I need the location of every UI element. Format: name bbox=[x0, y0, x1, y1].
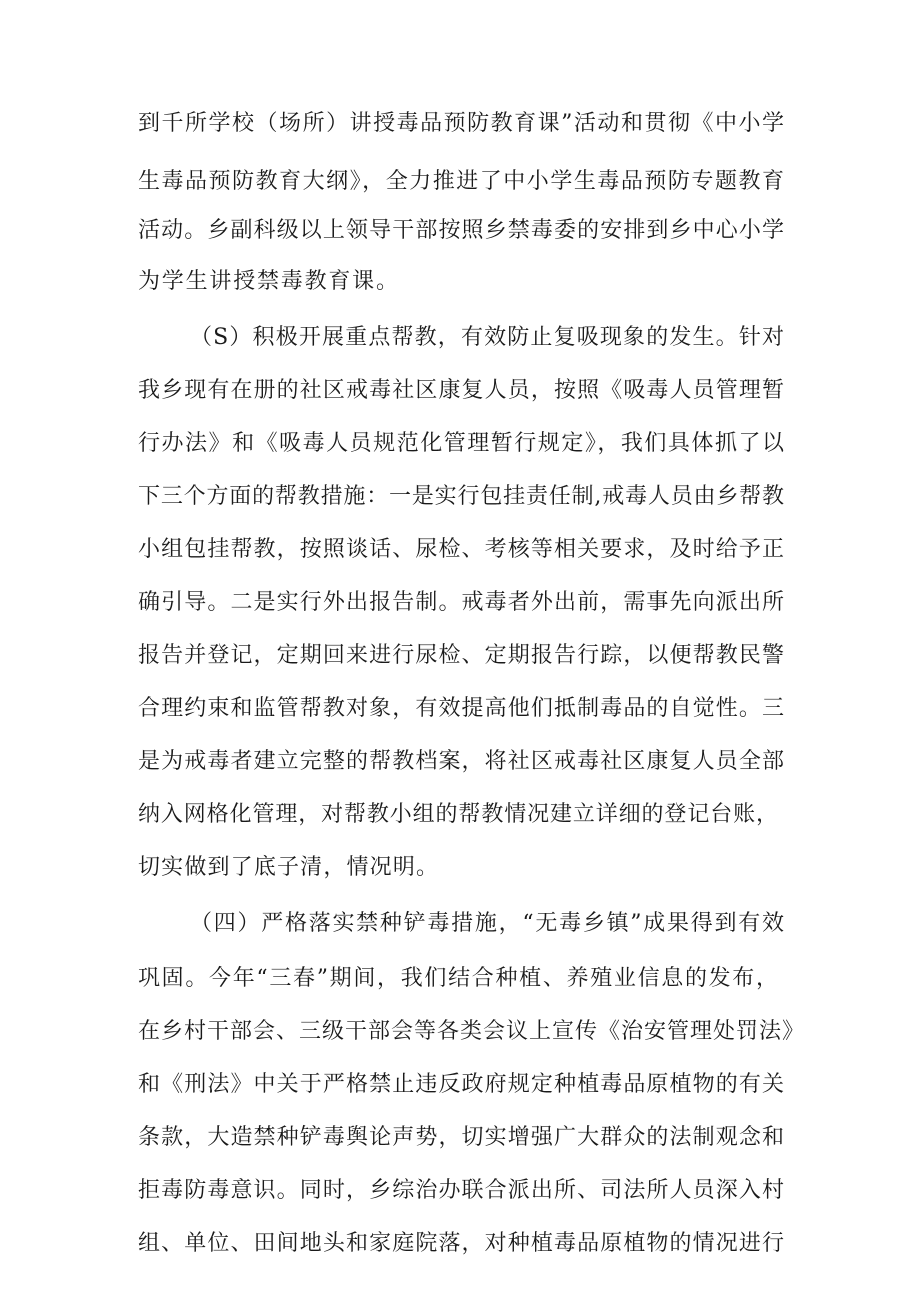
text-line: 确引导。二是实行外出报告制。戒毒者外出前，需事先向派出所 bbox=[138, 590, 786, 615]
text-line: 和《刑法》中关于严格禁止违反政府规定种植毒品原植物的有关 bbox=[138, 1072, 786, 1097]
text-line: 是为戒毒者建立完整的帮教档案，将社区戒毒社区康复人员全部 bbox=[138, 749, 786, 774]
text-line: 小组包挂帮教，按照谈话、尿检、考核等相关要求，及时给予正 bbox=[138, 537, 786, 562]
text-line: 条款，大造禁种铲毒舆论声势，切实增强广大群众的法制观念和 bbox=[138, 1125, 786, 1150]
text-line: 组、单位、田间地头和家庭院落，对种植毒品原植物的情况进行 bbox=[138, 1231, 786, 1256]
text-line: 拒毒防毒意识。同时，乡综治办联合派出所、司法所人员深入村 bbox=[138, 1178, 786, 1203]
text-line: （四）严格落实禁种铲毒措施，“无毒乡镇”成果得到有效 bbox=[190, 911, 786, 936]
text-line: 为学生讲授禁毒教育课。 bbox=[138, 269, 400, 294]
text-line: 切实做到了底子清，情况明。 bbox=[138, 855, 440, 880]
text-line: 报告并登记，定期回来进行尿检、定期报告行踪，以便帮教民警 bbox=[138, 643, 786, 668]
text-line: 下三个方面的帮教措施：一是实行包挂责任制,戒毒人员由乡帮教 bbox=[138, 484, 785, 509]
text-line: 行办法》和《吸毒人员规范化管理暂行规定》，我们具体抓了以 bbox=[138, 431, 786, 456]
text-line: 我乡现有在册的社区戒毒社区康复人员，按照《吸毒人员管理暂 bbox=[138, 378, 786, 403]
text-line: （S）积极开展重点帮教，有效防止复吸现象的发生。针对 bbox=[190, 325, 786, 350]
text-line: 合理约束和监管帮教对象，有效提高他们抵制毒品的自觉性。三 bbox=[138, 696, 786, 721]
text-line: 在乡村干部会、三级干部会等各类会议上宣传《治安管理处罚法》 bbox=[138, 1019, 805, 1044]
text-line: 活动。乡副科级以上领导干部按照乡禁毒委的安排到乡中心小学 bbox=[138, 218, 786, 243]
text-line: 纳入网格化管理，对帮教小组的帮教情况建立详细的登记台账， bbox=[138, 802, 779, 827]
text-line: 生毒品预防教育大纲》，全力推进了中小学生毒品预防专题教育 bbox=[138, 169, 786, 194]
text-line: 巩固。今年“三春”期间，我们结合种植、养殖业信息的发布， bbox=[138, 966, 780, 991]
text-line: 到千所学校（场所）讲授毒品预防教育课”活动和贯彻《中小学 bbox=[138, 111, 786, 136]
